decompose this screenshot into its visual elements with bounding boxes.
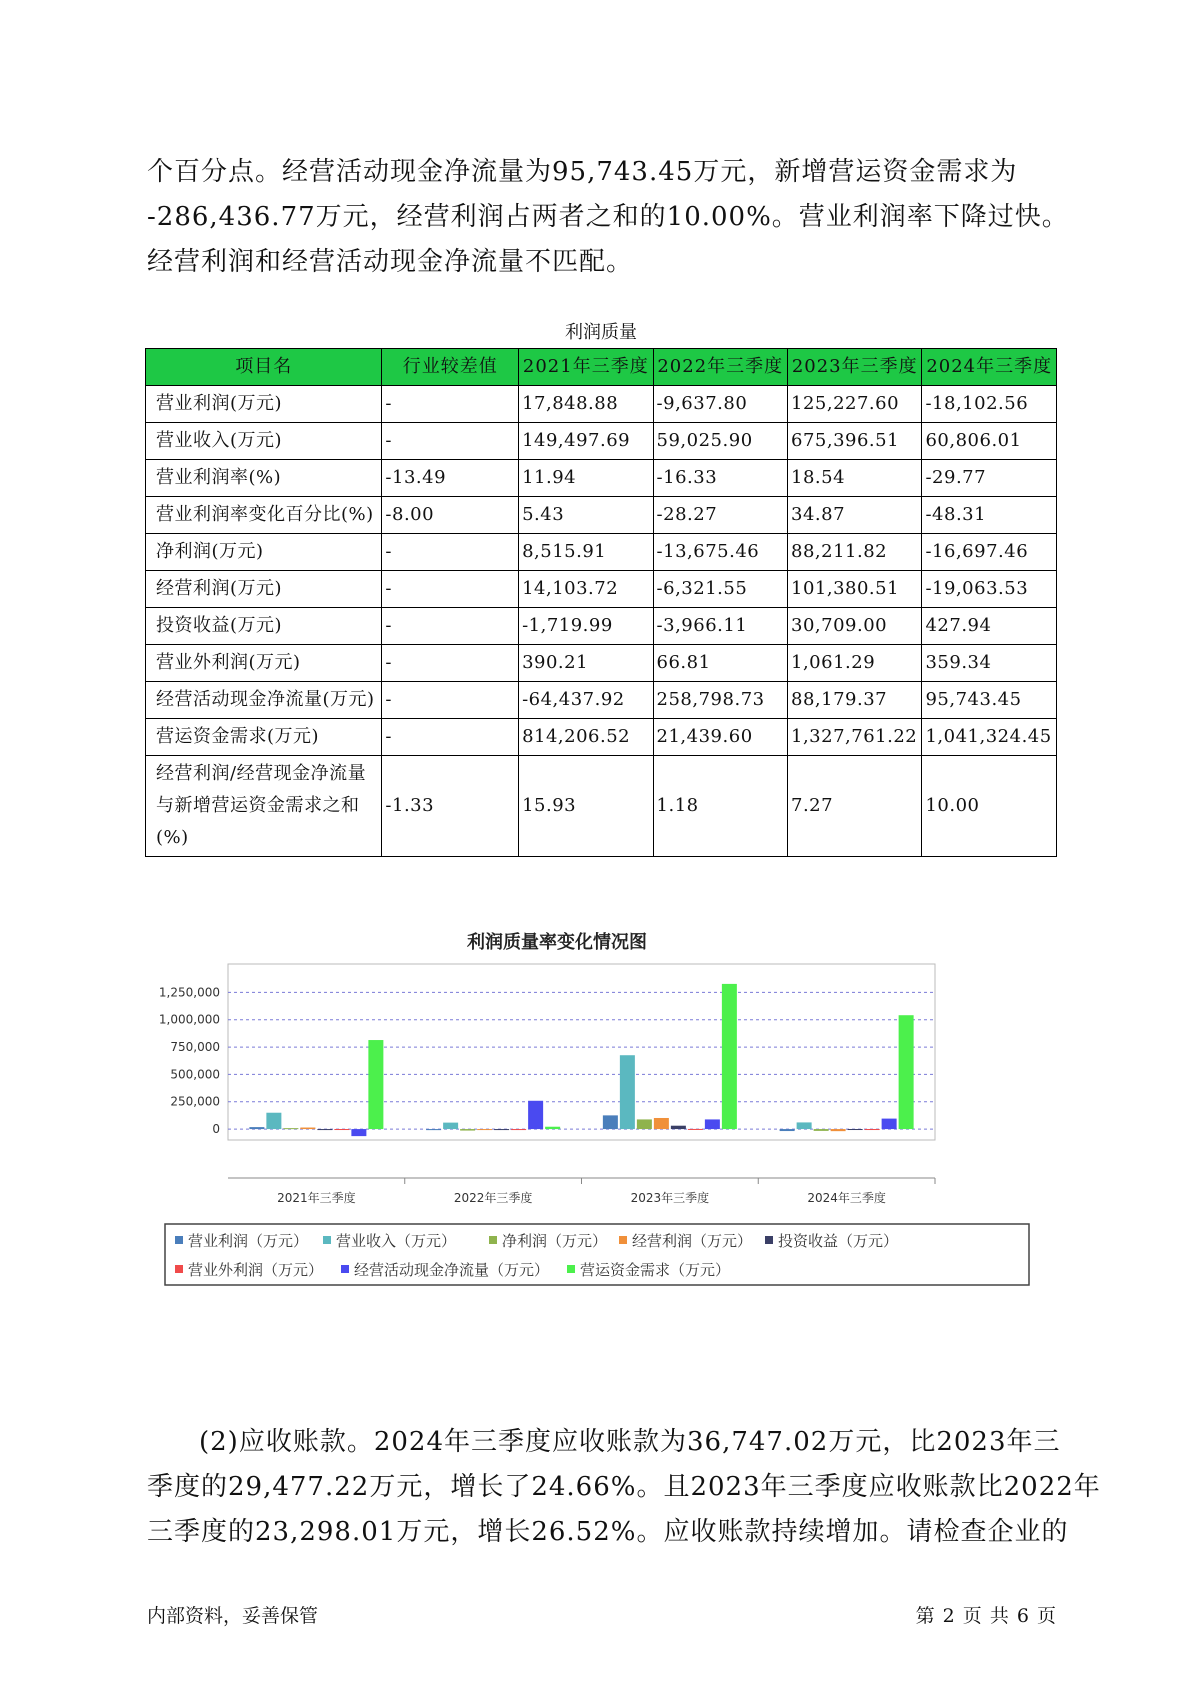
bar <box>620 1055 635 1129</box>
legend-label: 投资收益（万元） <box>778 1232 899 1250</box>
legend-swatch <box>175 1265 183 1273</box>
bar <box>426 1129 441 1130</box>
table-header-cell: 2024年三季度 <box>922 349 1057 386</box>
table-cell: -8.00 <box>382 497 519 534</box>
row-label-cell: 营运资金需求(万元) <box>146 719 382 756</box>
x-tick-label: 2021年三季度 <box>277 1191 356 1205</box>
row-label-cell: 营业外利润(万元) <box>146 645 382 682</box>
footer-confidential-note: 内部资料，妥善保管 <box>147 1605 319 1627</box>
table-cell: - <box>382 719 519 756</box>
table-cell: -48.31 <box>922 497 1057 534</box>
table-row <box>146 756 1057 857</box>
table-cell: 34.87 <box>788 497 922 534</box>
table-cell: -64,437.92 <box>519 682 653 719</box>
bar <box>300 1128 315 1130</box>
table-cell: 15.93 <box>519 756 653 857</box>
bar <box>368 1040 383 1129</box>
table-cell: -28.27 <box>653 497 787 534</box>
legend-swatch <box>489 1236 497 1244</box>
y-tick-label: 500,000 <box>170 1067 220 1082</box>
bar <box>637 1119 652 1129</box>
row-label-cell: 营业利润率(%) <box>146 460 382 497</box>
table-cell: - <box>382 571 519 608</box>
y-tick-label: 0 <box>212 1122 220 1137</box>
table-cell: - <box>382 645 519 682</box>
table-cell: 814,206.52 <box>519 719 653 756</box>
table-cell: -9,637.80 <box>653 386 787 423</box>
table-cell: -18,102.56 <box>922 386 1057 423</box>
table-row <box>146 682 1057 719</box>
legend-swatch <box>567 1265 575 1273</box>
table-cell: 18.54 <box>788 460 922 497</box>
y-tick-label: 1,000,000 <box>158 1012 220 1027</box>
bar <box>797 1122 812 1129</box>
y-tick-label: 250,000 <box>170 1094 220 1109</box>
table-row <box>146 460 1057 497</box>
bar <box>882 1119 897 1129</box>
bar <box>249 1127 264 1129</box>
table-cell: 125,227.60 <box>788 386 922 423</box>
bar <box>848 1129 863 1130</box>
row-label-cell: 净利润(万元) <box>146 534 382 571</box>
bar <box>545 1127 560 1129</box>
table-cell: 14,103.72 <box>519 571 653 608</box>
legend-label: 营业收入（万元） <box>336 1232 457 1250</box>
chart-title: 利润质量率变化情况图 <box>467 932 647 953</box>
table-row <box>146 497 1057 534</box>
table-cell: -19,063.53 <box>922 571 1057 608</box>
body-paragraph-bottom <box>147 1420 1101 1555</box>
table-row <box>146 571 1057 608</box>
bar <box>477 1129 492 1130</box>
legend-label: 净利润（万元） <box>502 1232 608 1250</box>
bar <box>671 1126 686 1129</box>
table-cell: 5.43 <box>519 497 653 534</box>
legend-swatch <box>341 1265 349 1273</box>
x-tick-label: 2024年三季度 <box>807 1191 886 1205</box>
bar <box>351 1129 366 1136</box>
table-row <box>146 534 1057 571</box>
table-cell: 1,061.29 <box>788 645 922 682</box>
table-header-cell: 2022年三季度 <box>653 349 787 386</box>
table-row <box>146 645 1057 682</box>
table-row <box>146 719 1057 756</box>
x-tick-label: 2022年三季度 <box>453 1191 533 1205</box>
table-cell: 8,515.91 <box>519 534 653 571</box>
bar <box>831 1129 846 1131</box>
plot-area <box>228 964 935 1140</box>
bar <box>722 984 737 1129</box>
table-cell: - <box>382 534 519 571</box>
table-cell: -1.33 <box>382 756 519 857</box>
table-cell: 60,806.01 <box>922 423 1057 460</box>
bar <box>266 1113 281 1129</box>
bar <box>494 1129 509 1130</box>
table-cell: -6,321.55 <box>653 571 787 608</box>
bar <box>603 1115 618 1129</box>
table-cell: 88,179.37 <box>788 682 922 719</box>
table-cell: 7.27 <box>788 756 922 857</box>
y-tick-label: 750,000 <box>170 1040 220 1055</box>
table-cell: -13,675.46 <box>653 534 787 571</box>
profit-quality-chart <box>145 924 1057 1384</box>
bar <box>654 1118 669 1129</box>
legend-swatch <box>619 1236 627 1244</box>
table-header-cell: 2023年三季度 <box>788 349 922 386</box>
bar <box>460 1129 475 1130</box>
row-label-cell: 营业收入(万元) <box>146 423 382 460</box>
table-cell: 17,848.88 <box>519 386 653 423</box>
table-cell: 427.94 <box>922 608 1057 645</box>
table-cell: 10.00 <box>922 756 1057 857</box>
body-paragraph-top <box>147 150 1069 285</box>
table-cell: -13.49 <box>382 460 519 497</box>
legend-label: 经营活动现金净流量（万元） <box>354 1261 550 1279</box>
bar <box>899 1015 914 1129</box>
table-header-row <box>146 349 1057 386</box>
paragraph-line: 经营利润和经营活动现金净流量不匹配。 <box>147 247 634 277</box>
table-cell: - <box>382 386 519 423</box>
table-header-cell: 项目名 <box>146 349 382 386</box>
paragraph-line: 三季度的23,298.01万元，增长26.52%。应收账款持续增加。请检查企业的 <box>147 1517 1069 1547</box>
legend-label: 经营利润（万元） <box>632 1232 753 1250</box>
table-cell: 1,327,761.22 <box>788 719 922 756</box>
table-cell: 149,497.69 <box>519 423 653 460</box>
legend-label: 营业利润（万元） <box>188 1232 309 1250</box>
bar <box>334 1129 349 1130</box>
row-label-cell: 投资收益(万元) <box>146 608 382 645</box>
table-cell: 66.81 <box>653 645 787 682</box>
x-tick-label: 2023年三季度 <box>630 1191 710 1205</box>
bar <box>705 1119 720 1129</box>
table-cell: 359.34 <box>922 645 1057 682</box>
table-cell: 675,396.51 <box>788 423 922 460</box>
table-cell: -1,719.99 <box>519 608 653 645</box>
table-cell: 30,709.00 <box>788 608 922 645</box>
table-cell: -29.77 <box>922 460 1057 497</box>
paragraph-line: (2)应收账款。2024年三季度应收账款为36,747.02万元，比2023年三 <box>199 1427 1061 1457</box>
legend-swatch <box>175 1236 183 1244</box>
legend-label: 营运资金需求（万元） <box>580 1261 731 1279</box>
table-cell: 390.21 <box>519 645 653 682</box>
bar <box>443 1123 458 1129</box>
row-label-cell: 经营活动现金净流量(万元) <box>146 682 382 719</box>
table-row <box>146 386 1057 423</box>
table-caption: 利润质量 <box>565 322 637 343</box>
paragraph-line: 季度的29,477.22万元，增长了24.66%。且2023年三季度应收账款比2022年 <box>147 1472 1101 1502</box>
paragraph-line: 个百分点。经营活动现金净流量为95,743.45万元，新增营运资金需求为 <box>147 157 1018 187</box>
table-cell: 1,041,324.45 <box>922 719 1057 756</box>
bar <box>688 1129 703 1130</box>
table-header-cell: 2021年三季度 <box>519 349 653 386</box>
table-cell: 101,380.51 <box>788 571 922 608</box>
table-cell: 11.94 <box>519 460 653 497</box>
table-cell: 59,025.90 <box>653 423 787 460</box>
table-cell: - <box>382 608 519 645</box>
table-row <box>146 608 1057 645</box>
chart-svg <box>145 924 1057 1384</box>
table-cell: - <box>382 423 519 460</box>
table-cell: 258,798.73 <box>653 682 787 719</box>
table-cell: 1.18 <box>653 756 787 857</box>
table-cell: 21,439.60 <box>653 719 787 756</box>
bar <box>814 1129 829 1131</box>
legend-swatch <box>765 1236 773 1244</box>
bar <box>283 1128 298 1129</box>
paragraph-line: -286,436.77万元，经营利润占两者之和的10.00%。营业利润率下降过快。 <box>147 202 1069 232</box>
bar <box>528 1101 543 1129</box>
bar <box>780 1129 795 1131</box>
row-label-cell: 经营利润/经营现金净流量与新增营运资金需求之和(%) <box>146 756 382 857</box>
table-cell: -16.33 <box>653 460 787 497</box>
y-tick-label: 1,250,000 <box>158 985 220 1000</box>
table-cell: 95,743.45 <box>922 682 1057 719</box>
table-cell: -16,697.46 <box>922 534 1057 571</box>
table-cell: 88,211.82 <box>788 534 922 571</box>
bar <box>317 1129 332 1130</box>
bar <box>511 1129 526 1130</box>
row-label-cell: 营业利润率变化百分比(%) <box>146 497 382 534</box>
table-header-cell: 行业较差值 <box>382 349 519 386</box>
table-cell: -3,966.11 <box>653 608 787 645</box>
profit-quality-table <box>145 348 1057 857</box>
row-label-cell: 营业利润(万元) <box>146 386 382 423</box>
legend-label: 营业外利润（万元） <box>188 1261 324 1279</box>
table-cell: - <box>382 682 519 719</box>
bar <box>865 1129 880 1130</box>
row-label-cell: 经营利润(万元) <box>146 571 382 608</box>
footer-page-number: 第 2 页 共 6 页 <box>915 1605 1057 1627</box>
legend-swatch <box>323 1236 331 1244</box>
table-row <box>146 423 1057 460</box>
